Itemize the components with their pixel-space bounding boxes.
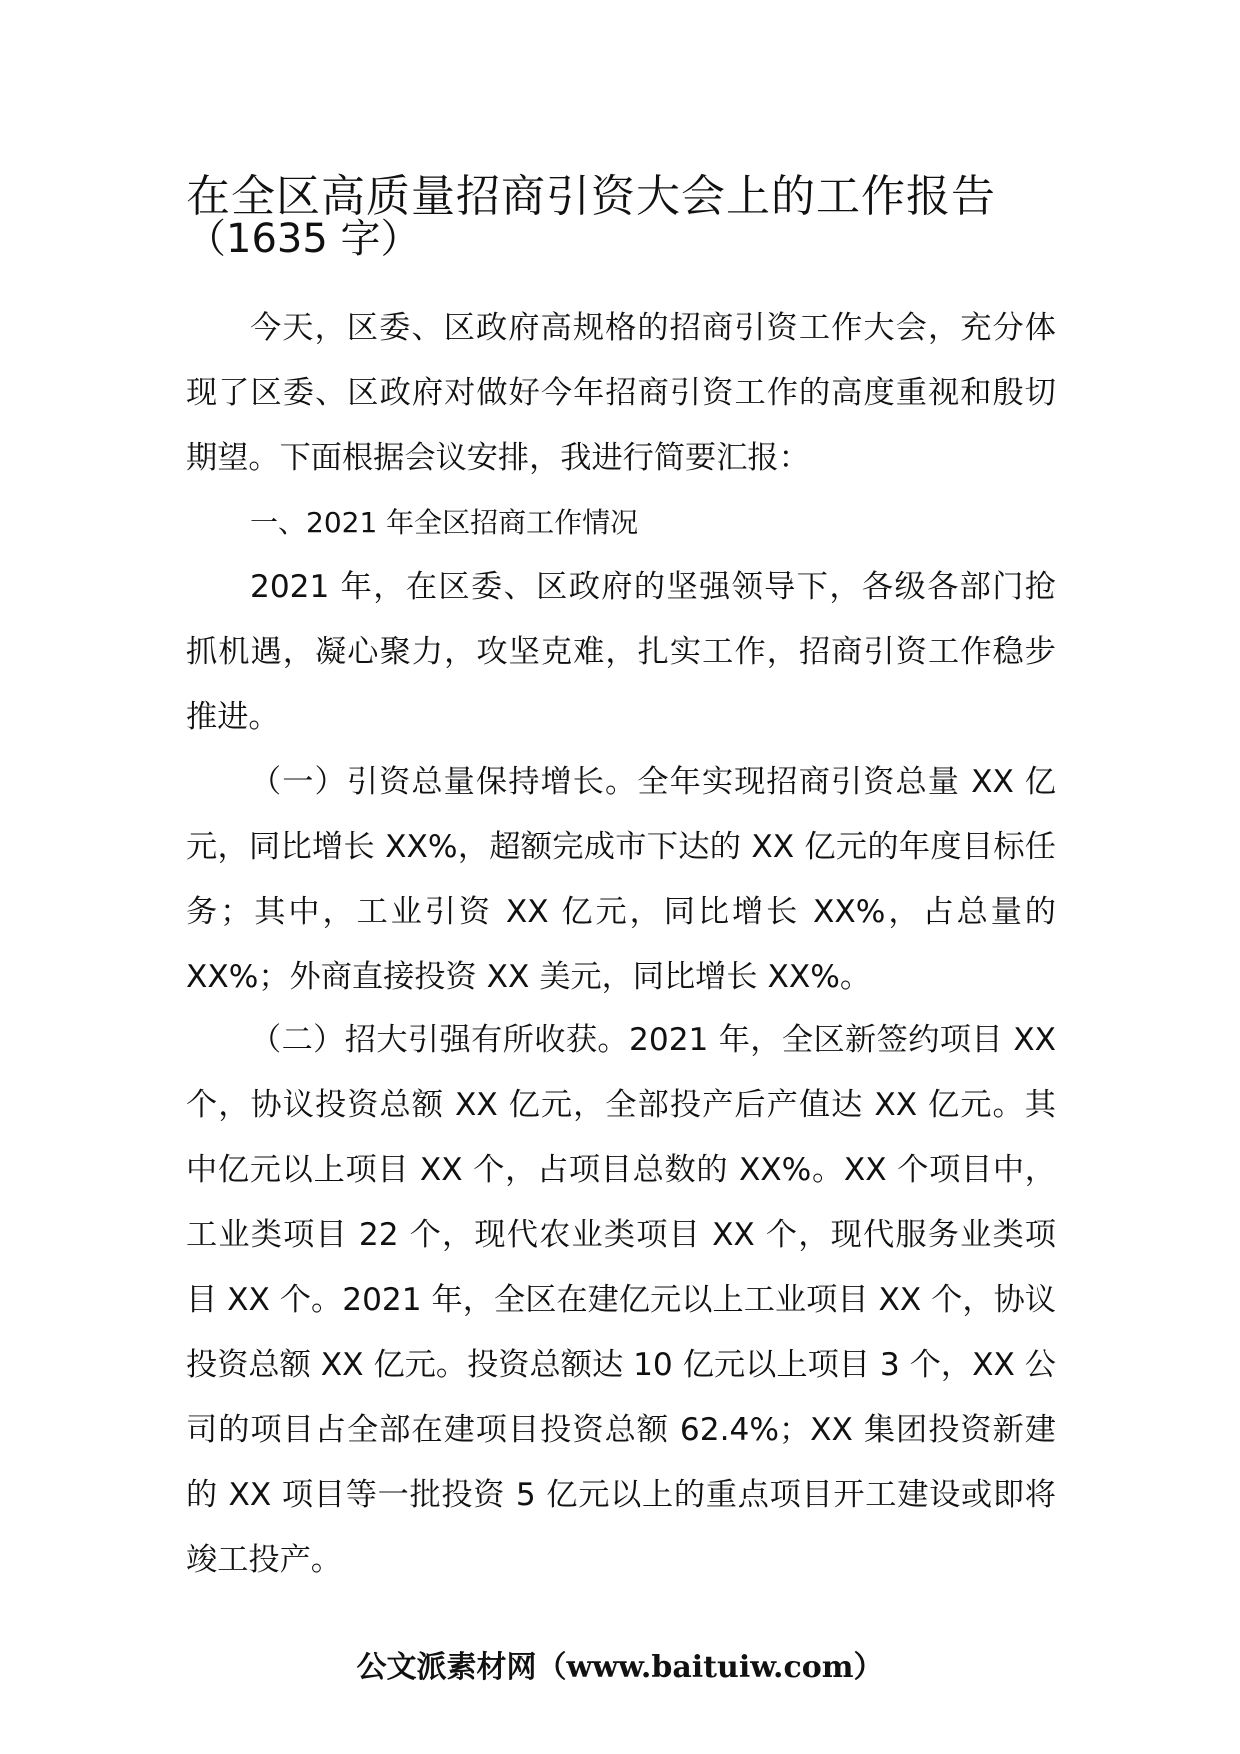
document-title: 在全区高质量招商引资大会上的工作报告 [186,171,996,222]
footer-watermark: 公文派素材网（www.baituiw.com） [356,1650,884,1685]
paragraph-investment-growth: （一）引资总量保持增长。全年实现招商引资总量 XX 亿元，同比增长 XX%，超额完成市下达的 XX 亿元的年度目标任务；其中，工业引资 XX 亿元，同比增长 XX%，占总量的 XX%；外商直接投资 XX 美元，同比增长 XX%。 [186,764,1056,995]
paragraph-overview: 2021 年，在区委、区政府的坚强领导下，各级各部门抢抓机遇，凝心聚力，攻坚克难，扎实工作，招商引资工作稳步推进。 [186,569,1056,735]
paragraph-major-projects: （二）招大引强有所收获。2021 年，全区新签约项目 XX 个，协议投资总额 XX 亿元，全部投产后产值达 XX 亿元。其中亿元以上项目 XX 个，占项目总数的 XX%。XX 个项目中，工业类项目 22 个，现代农业类项目 XX 个，现代服务业类项目 XX 个。2021 年，全区在建亿元以上工业项目 XX 个，协议投资总额 XX 亿元。投资总额达 10 亿元以上项目 3 个，XX 公司的项目占全部在建项目投资总额 62.4%；XX 集团投资新建的 XX 项目等一批投资 5 亿元以上的重点项目开工建设或即将竣工投产。 [186,1022,1056,1578]
paragraph-intro: 今天，区委、区政府高规格的招商引资工作大会，充分体现了区委、区政府对做好今年招商引资工作的高度重视和殷切期望。下面根据会议安排，我进行简要汇报： [186,310,1056,476]
section-heading: 一、2021 年全区招商工作情况 [250,506,639,539]
document-subtitle: （1635 字） [186,216,421,262]
